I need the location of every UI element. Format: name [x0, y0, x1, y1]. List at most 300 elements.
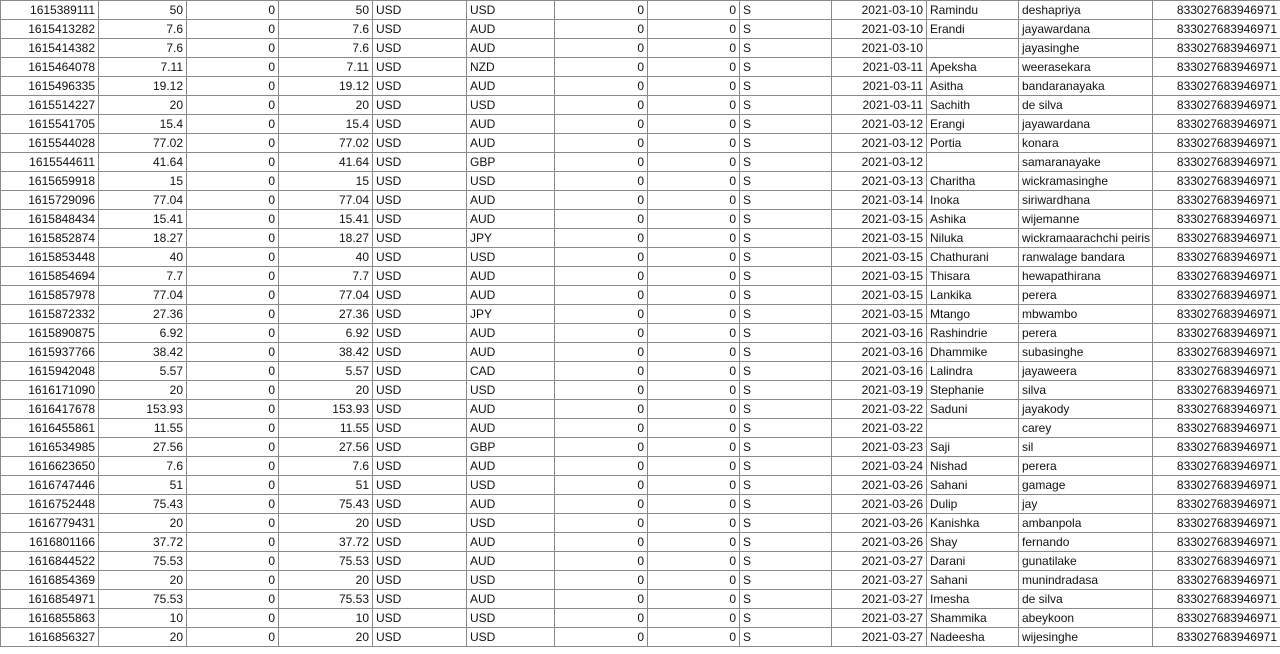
cell-amount: 15.41	[99, 210, 187, 229]
cell-base-currency: USD	[373, 571, 467, 590]
cell-fee: 0	[187, 628, 279, 647]
cell-chargeback: 0	[648, 514, 740, 533]
cell-amount: 37.72	[99, 533, 187, 552]
cell-refund: 0	[555, 400, 648, 419]
cell-last-name: perera	[1019, 457, 1153, 476]
cell-first-name: Dhammike	[927, 343, 1019, 362]
cell-base-currency: USD	[373, 438, 467, 457]
cell-amount: 18.27	[99, 229, 187, 248]
cell-first-name: Lankika	[927, 286, 1019, 305]
cell-account-number: 833027683946971	[1153, 609, 1280, 628]
cell-card-currency: AUD	[467, 400, 555, 419]
cell-transaction-id: 1616417678	[1, 400, 99, 419]
table-row	[1, 400, 1280, 419]
cell-date: 2021-03-14	[832, 191, 927, 210]
cell-date: 2021-03-16	[832, 362, 927, 381]
cell-first-name: Shammika	[927, 609, 1019, 628]
cell-account-number: 833027683946971	[1153, 96, 1280, 115]
cell-account-number: 833027683946971	[1153, 134, 1280, 153]
cell-net-amount: 20	[279, 96, 373, 115]
cell-refund: 0	[555, 495, 648, 514]
cell-amount: 7.7	[99, 267, 187, 286]
cell-refund: 0	[555, 514, 648, 533]
cell-net-amount: 6.92	[279, 324, 373, 343]
cell-last-name: konara	[1019, 134, 1153, 153]
cell-fee: 0	[187, 419, 279, 438]
cell-last-name: ambanpola	[1019, 514, 1153, 533]
cell-first-name	[927, 39, 1019, 58]
cell-base-currency: USD	[373, 324, 467, 343]
cell-chargeback: 0	[648, 419, 740, 438]
cell-refund: 0	[555, 590, 648, 609]
cell-transaction-id: 1615414382	[1, 39, 99, 58]
cell-transaction-id: 1615514227	[1, 96, 99, 115]
cell-card-currency: USD	[467, 571, 555, 590]
cell-fee: 0	[187, 210, 279, 229]
cell-chargeback: 0	[648, 343, 740, 362]
cell-chargeback: 0	[648, 362, 740, 381]
table-row	[1, 381, 1280, 400]
cell-amount: 7.6	[99, 457, 187, 476]
cell-net-amount: 75.43	[279, 495, 373, 514]
cell-refund: 0	[555, 362, 648, 381]
cell-first-name: Portia	[927, 134, 1019, 153]
cell-base-currency: USD	[373, 210, 467, 229]
cell-net-amount: 7.6	[279, 39, 373, 58]
cell-chargeback: 0	[648, 1, 740, 20]
cell-account-number: 833027683946971	[1153, 324, 1280, 343]
cell-base-currency: USD	[373, 552, 467, 571]
cell-status: S	[740, 590, 832, 609]
cell-date: 2021-03-12	[832, 115, 927, 134]
cell-refund: 0	[555, 115, 648, 134]
cell-first-name: Thisara	[927, 267, 1019, 286]
cell-status: S	[740, 438, 832, 457]
table-body	[1, 1, 1280, 647]
table-row	[1, 305, 1280, 324]
table-row	[1, 533, 1280, 552]
cell-card-currency: GBP	[467, 153, 555, 172]
cell-card-currency: USD	[467, 1, 555, 20]
cell-refund: 0	[555, 39, 648, 58]
table-row	[1, 1, 1280, 20]
cell-chargeback: 0	[648, 590, 740, 609]
cell-date: 2021-03-11	[832, 58, 927, 77]
cell-status: S	[740, 191, 832, 210]
cell-transaction-id: 1615937766	[1, 343, 99, 362]
cell-base-currency: USD	[373, 58, 467, 77]
cell-status: S	[740, 457, 832, 476]
cell-base-currency: USD	[373, 20, 467, 39]
cell-first-name	[927, 153, 1019, 172]
cell-transaction-id: 1615890875	[1, 324, 99, 343]
cell-base-currency: USD	[373, 362, 467, 381]
cell-net-amount: 38.42	[279, 343, 373, 362]
cell-base-currency: USD	[373, 96, 467, 115]
cell-transaction-id: 1615857978	[1, 286, 99, 305]
cell-account-number: 833027683946971	[1153, 267, 1280, 286]
cell-base-currency: USD	[373, 115, 467, 134]
cell-last-name: perera	[1019, 286, 1153, 305]
cell-net-amount: 5.57	[279, 362, 373, 381]
cell-chargeback: 0	[648, 172, 740, 191]
cell-account-number: 833027683946971	[1153, 58, 1280, 77]
cell-date: 2021-03-13	[832, 172, 927, 191]
cell-status: S	[740, 609, 832, 628]
cell-date: 2021-03-10	[832, 1, 927, 20]
cell-refund: 0	[555, 609, 648, 628]
cell-net-amount: 20	[279, 628, 373, 647]
cell-chargeback: 0	[648, 191, 740, 210]
cell-transaction-id: 1616171090	[1, 381, 99, 400]
cell-chargeback: 0	[648, 400, 740, 419]
cell-transaction-id: 1616534985	[1, 438, 99, 457]
cell-transaction-id: 1615413282	[1, 20, 99, 39]
table-row	[1, 20, 1280, 39]
cell-base-currency: USD	[373, 248, 467, 267]
cell-transaction-id: 1615544611	[1, 153, 99, 172]
cell-date: 2021-03-15	[832, 286, 927, 305]
cell-date: 2021-03-24	[832, 457, 927, 476]
cell-base-currency: USD	[373, 514, 467, 533]
cell-net-amount: 15.4	[279, 115, 373, 134]
cell-fee: 0	[187, 115, 279, 134]
cell-account-number: 833027683946971	[1153, 343, 1280, 362]
cell-status: S	[740, 495, 832, 514]
cell-net-amount: 27.56	[279, 438, 373, 457]
cell-status: S	[740, 267, 832, 286]
cell-date: 2021-03-10	[832, 39, 927, 58]
cell-card-currency: AUD	[467, 210, 555, 229]
table-row	[1, 514, 1280, 533]
cell-refund: 0	[555, 628, 648, 647]
cell-net-amount: 50	[279, 1, 373, 20]
cell-fee: 0	[187, 267, 279, 286]
cell-amount: 75.53	[99, 590, 187, 609]
cell-base-currency: USD	[373, 476, 467, 495]
cell-last-name: jay	[1019, 495, 1153, 514]
table-row	[1, 324, 1280, 343]
cell-date: 2021-03-16	[832, 343, 927, 362]
cell-base-currency: USD	[373, 172, 467, 191]
cell-card-currency: AUD	[467, 134, 555, 153]
cell-refund: 0	[555, 476, 648, 495]
cell-refund: 0	[555, 533, 648, 552]
cell-card-currency: USD	[467, 96, 555, 115]
cell-fee: 0	[187, 153, 279, 172]
cell-status: S	[740, 400, 832, 419]
table-row	[1, 286, 1280, 305]
cell-chargeback: 0	[648, 628, 740, 647]
table-row	[1, 362, 1280, 381]
table-row	[1, 77, 1280, 96]
cell-last-name: perera	[1019, 324, 1153, 343]
cell-account-number: 833027683946971	[1153, 20, 1280, 39]
cell-amount: 41.64	[99, 153, 187, 172]
cell-transaction-id: 1616801166	[1, 533, 99, 552]
cell-refund: 0	[555, 153, 648, 172]
table-row	[1, 172, 1280, 191]
cell-base-currency: USD	[373, 77, 467, 96]
cell-last-name: subasinghe	[1019, 343, 1153, 362]
cell-refund: 0	[555, 229, 648, 248]
table-row	[1, 229, 1280, 248]
cell-first-name: Ramindu	[927, 1, 1019, 20]
cell-card-currency: JPY	[467, 229, 555, 248]
cell-net-amount: 75.53	[279, 590, 373, 609]
cell-fee: 0	[187, 191, 279, 210]
cell-net-amount: 7.11	[279, 58, 373, 77]
table-row	[1, 438, 1280, 457]
cell-account-number: 833027683946971	[1153, 153, 1280, 172]
cell-date: 2021-03-19	[832, 381, 927, 400]
cell-amount: 7.6	[99, 39, 187, 58]
cell-date: 2021-03-12	[832, 153, 927, 172]
cell-fee: 0	[187, 58, 279, 77]
cell-chargeback: 0	[648, 381, 740, 400]
cell-base-currency: USD	[373, 343, 467, 362]
cell-last-name: carey	[1019, 419, 1153, 438]
cell-first-name: Erandi	[927, 20, 1019, 39]
cell-date: 2021-03-27	[832, 552, 927, 571]
cell-fee: 0	[187, 609, 279, 628]
cell-chargeback: 0	[648, 229, 740, 248]
cell-refund: 0	[555, 134, 648, 153]
cell-date: 2021-03-26	[832, 514, 927, 533]
cell-card-currency: USD	[467, 248, 555, 267]
cell-amount: 50	[99, 1, 187, 20]
cell-status: S	[740, 381, 832, 400]
cell-base-currency: USD	[373, 400, 467, 419]
cell-amount: 6.92	[99, 324, 187, 343]
cell-date: 2021-03-22	[832, 400, 927, 419]
cell-account-number: 833027683946971	[1153, 476, 1280, 495]
cell-last-name: wickramaarachchi peiris	[1019, 229, 1153, 248]
cell-status: S	[740, 571, 832, 590]
cell-transaction-id: 1616844522	[1, 552, 99, 571]
table-row	[1, 39, 1280, 58]
cell-last-name: jayaweera	[1019, 362, 1153, 381]
cell-chargeback: 0	[648, 39, 740, 58]
cell-refund: 0	[555, 58, 648, 77]
cell-refund: 0	[555, 210, 648, 229]
cell-account-number: 833027683946971	[1153, 1, 1280, 20]
cell-transaction-id: 1616747446	[1, 476, 99, 495]
cell-last-name: wijemanne	[1019, 210, 1153, 229]
cell-last-name: abeykoon	[1019, 609, 1153, 628]
cell-fee: 0	[187, 514, 279, 533]
cell-status: S	[740, 172, 832, 191]
table-row	[1, 248, 1280, 267]
cell-date: 2021-03-15	[832, 210, 927, 229]
cell-first-name: Asitha	[927, 77, 1019, 96]
cell-status: S	[740, 20, 832, 39]
cell-net-amount: 7.6	[279, 20, 373, 39]
cell-card-currency: USD	[467, 381, 555, 400]
cell-card-currency: AUD	[467, 533, 555, 552]
cell-amount: 40	[99, 248, 187, 267]
cell-chargeback: 0	[648, 96, 740, 115]
cell-fee: 0	[187, 476, 279, 495]
cell-first-name: Ashika	[927, 210, 1019, 229]
cell-transaction-id: 1615853448	[1, 248, 99, 267]
cell-fee: 0	[187, 552, 279, 571]
table-row	[1, 419, 1280, 438]
cell-date: 2021-03-27	[832, 609, 927, 628]
cell-status: S	[740, 115, 832, 134]
cell-first-name	[927, 419, 1019, 438]
table-row	[1, 590, 1280, 609]
cell-date: 2021-03-11	[832, 96, 927, 115]
cell-fee: 0	[187, 533, 279, 552]
cell-transaction-id: 1615852874	[1, 229, 99, 248]
cell-first-name: Chathurani	[927, 248, 1019, 267]
cell-card-currency: AUD	[467, 495, 555, 514]
cell-first-name: Erangi	[927, 115, 1019, 134]
cell-net-amount: 20	[279, 514, 373, 533]
cell-account-number: 833027683946971	[1153, 533, 1280, 552]
cell-account-number: 833027683946971	[1153, 248, 1280, 267]
cell-date: 2021-03-23	[832, 438, 927, 457]
cell-amount: 7.11	[99, 58, 187, 77]
cell-account-number: 833027683946971	[1153, 362, 1280, 381]
cell-account-number: 833027683946971	[1153, 191, 1280, 210]
cell-fee: 0	[187, 362, 279, 381]
cell-date: 2021-03-27	[832, 571, 927, 590]
cell-base-currency: USD	[373, 495, 467, 514]
cell-first-name: Saji	[927, 438, 1019, 457]
cell-net-amount: 15	[279, 172, 373, 191]
table-row	[1, 191, 1280, 210]
cell-account-number: 833027683946971	[1153, 286, 1280, 305]
cell-amount: 11.55	[99, 419, 187, 438]
cell-status: S	[740, 77, 832, 96]
cell-base-currency: USD	[373, 134, 467, 153]
cell-first-name: Rashindrie	[927, 324, 1019, 343]
cell-refund: 0	[555, 1, 648, 20]
cell-card-currency: USD	[467, 476, 555, 495]
cell-fee: 0	[187, 305, 279, 324]
cell-date: 2021-03-26	[832, 476, 927, 495]
cell-chargeback: 0	[648, 476, 740, 495]
cell-date: 2021-03-10	[832, 20, 927, 39]
cell-account-number: 833027683946971	[1153, 495, 1280, 514]
table-row	[1, 609, 1280, 628]
cell-amount: 38.42	[99, 343, 187, 362]
cell-status: S	[740, 134, 832, 153]
cell-last-name: ranwalage bandara	[1019, 248, 1153, 267]
cell-account-number: 833027683946971	[1153, 115, 1280, 134]
cell-fee: 0	[187, 324, 279, 343]
cell-account-number: 833027683946971	[1153, 172, 1280, 191]
cell-amount: 7.6	[99, 20, 187, 39]
cell-account-number: 833027683946971	[1153, 400, 1280, 419]
cell-transaction-id: 1615659918	[1, 172, 99, 191]
cell-transaction-id: 1616752448	[1, 495, 99, 514]
cell-last-name: de silva	[1019, 590, 1153, 609]
cell-refund: 0	[555, 267, 648, 286]
cell-chargeback: 0	[648, 153, 740, 172]
table-row	[1, 457, 1280, 476]
cell-amount: 20	[99, 571, 187, 590]
cell-fee: 0	[187, 590, 279, 609]
cell-chargeback: 0	[648, 457, 740, 476]
cell-first-name: Apeksha	[927, 58, 1019, 77]
cell-amount: 5.57	[99, 362, 187, 381]
cell-last-name: fernando	[1019, 533, 1153, 552]
table-row	[1, 115, 1280, 134]
cell-fee: 0	[187, 39, 279, 58]
cell-status: S	[740, 305, 832, 324]
cell-status: S	[740, 39, 832, 58]
cell-status: S	[740, 419, 832, 438]
cell-transaction-id: 1615854694	[1, 267, 99, 286]
cell-status: S	[740, 552, 832, 571]
cell-transaction-id: 1615541705	[1, 115, 99, 134]
cell-refund: 0	[555, 77, 648, 96]
cell-card-currency: AUD	[467, 115, 555, 134]
cell-first-name: Lalindra	[927, 362, 1019, 381]
cell-transaction-id: 1615848434	[1, 210, 99, 229]
cell-fee: 0	[187, 571, 279, 590]
cell-first-name: Nadeesha	[927, 628, 1019, 647]
cell-first-name: Stephanie	[927, 381, 1019, 400]
cell-last-name: jayakody	[1019, 400, 1153, 419]
cell-net-amount: 7.7	[279, 267, 373, 286]
cell-card-currency: GBP	[467, 438, 555, 457]
cell-account-number: 833027683946971	[1153, 305, 1280, 324]
cell-fee: 0	[187, 343, 279, 362]
cell-fee: 0	[187, 20, 279, 39]
cell-net-amount: 51	[279, 476, 373, 495]
cell-date: 2021-03-12	[832, 134, 927, 153]
cell-card-currency: AUD	[467, 590, 555, 609]
cell-chargeback: 0	[648, 134, 740, 153]
cell-first-name: Saduni	[927, 400, 1019, 419]
table-row	[1, 343, 1280, 362]
cell-status: S	[740, 58, 832, 77]
cell-amount: 20	[99, 96, 187, 115]
cell-fee: 0	[187, 134, 279, 153]
cell-card-currency: AUD	[467, 457, 555, 476]
cell-status: S	[740, 210, 832, 229]
cell-refund: 0	[555, 438, 648, 457]
cell-chargeback: 0	[648, 609, 740, 628]
cell-card-currency: JPY	[467, 305, 555, 324]
cell-first-name: Niluka	[927, 229, 1019, 248]
cell-chargeback: 0	[648, 305, 740, 324]
cell-account-number: 833027683946971	[1153, 571, 1280, 590]
cell-chargeback: 0	[648, 115, 740, 134]
cell-fee: 0	[187, 229, 279, 248]
cell-refund: 0	[555, 305, 648, 324]
cell-chargeback: 0	[648, 552, 740, 571]
cell-fee: 0	[187, 248, 279, 267]
cell-last-name: siriwardhana	[1019, 191, 1153, 210]
cell-last-name: hewapathirana	[1019, 267, 1153, 286]
cell-date: 2021-03-22	[832, 419, 927, 438]
cell-status: S	[740, 324, 832, 343]
cell-net-amount: 15.41	[279, 210, 373, 229]
cell-transaction-id: 1615464078	[1, 58, 99, 77]
cell-net-amount: 11.55	[279, 419, 373, 438]
cell-account-number: 833027683946971	[1153, 39, 1280, 58]
table-row	[1, 134, 1280, 153]
cell-amount: 75.43	[99, 495, 187, 514]
cell-account-number: 833027683946971	[1153, 381, 1280, 400]
cell-last-name: gamage	[1019, 476, 1153, 495]
cell-status: S	[740, 1, 832, 20]
